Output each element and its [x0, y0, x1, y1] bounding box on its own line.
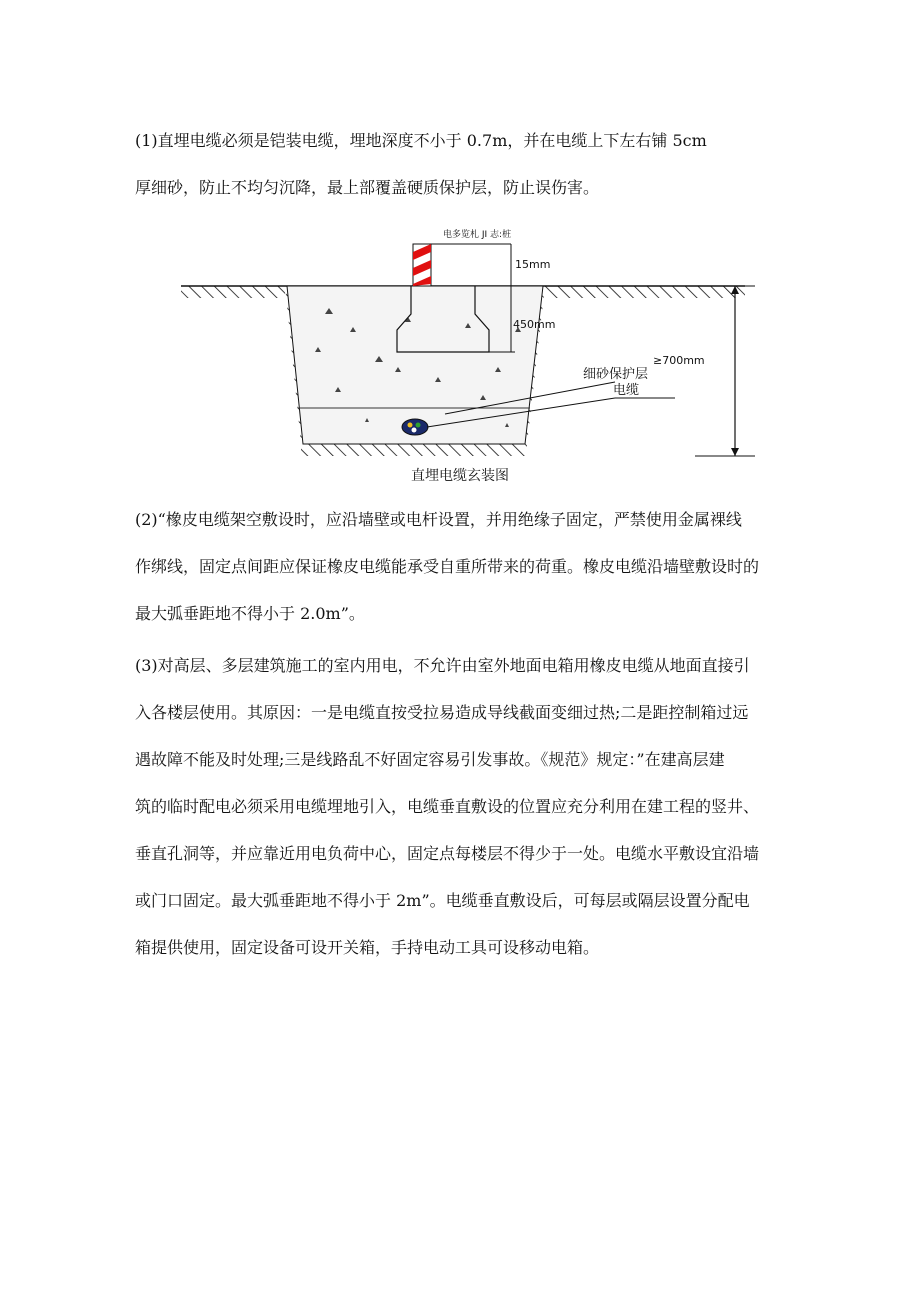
- ground-hatch-left: [181, 286, 285, 298]
- cable-burial-diagram: [175, 222, 755, 492]
- cable-core: [416, 423, 421, 428]
- dim-450-label: 450mm: [513, 318, 556, 331]
- dim-700-label: ≥700mm: [653, 354, 705, 367]
- para2-line3: 最大弧垂距地不得小于 2.0m”。: [135, 604, 365, 623]
- para3-line4: 筑的临时配电必须采用电缆埋地引入，电缆垂直敷设的位置应充分利用在建工程的竖井、: [135, 797, 760, 816]
- para1-line2: 厚细砂，防止不均匀沉降，最上部覆盖硬质保护层，防止误伤害。: [135, 178, 600, 197]
- para1-line1: (1)直埋电缆必须是铠装电缆，埋地深度不小于 0.7m，并在电缆上下左右铺 5cm: [135, 131, 707, 150]
- cable-core: [412, 428, 417, 433]
- sand-layer-label: 细砂保护层: [583, 367, 649, 382]
- figure-caption: 直埋电缆玄装图: [411, 468, 509, 484]
- cable-core: [408, 423, 413, 428]
- para2-line1: (2)“橡皮电缆架空敷设时，应沿墙壁或电杆设置，并用绝缘子固定，严禁使用金属裸线: [135, 510, 742, 529]
- para3-line5: 垂直孔洞等，并应靠近用电负荷中心，固定点每楼层不得少于一处。电缆水平敷设宜沿墙: [135, 844, 760, 863]
- para3-line6: 或门口固定。最大弧垂距地不得小于 2m”。电缆垂直敷设后，可每层或隔层设置分配电: [135, 891, 750, 910]
- marker-label: 电多览札 JI 志:桩: [443, 230, 512, 240]
- dim-15-label: 15mm: [515, 258, 551, 271]
- arrow-down-icon: [731, 448, 739, 456]
- ground-hatch-right: [545, 286, 745, 298]
- cable-label: 电缆: [613, 383, 640, 398]
- para2-line2: 作绑线，固定点间距应保证橡皮电缆能承受自重所带来的荷重。橡皮电缆沿墙壁敷设时的: [135, 557, 760, 576]
- para3-line2: 入各楼层使用。其原因：一是电缆直按受拉易造成导线截面变细过热;二是距控制箱过远: [135, 703, 749, 722]
- para3-line3: 遇故障不能及时处理;三是线路乱不好固定容易引发事故。《规范》规定：”在建高层建: [135, 750, 725, 769]
- cable-icon: [402, 419, 428, 435]
- para3-line7: 箱提供使用，固定设备可设开关箱，手持电动工具可设移动电箱。: [135, 938, 600, 957]
- trench-bottom-hatch: [301, 444, 527, 456]
- para3-line1: (3)对高层、多层建筑施工的室内用电，不允许由室外地面电箱用橡皮电缆从地面直接引: [135, 656, 750, 675]
